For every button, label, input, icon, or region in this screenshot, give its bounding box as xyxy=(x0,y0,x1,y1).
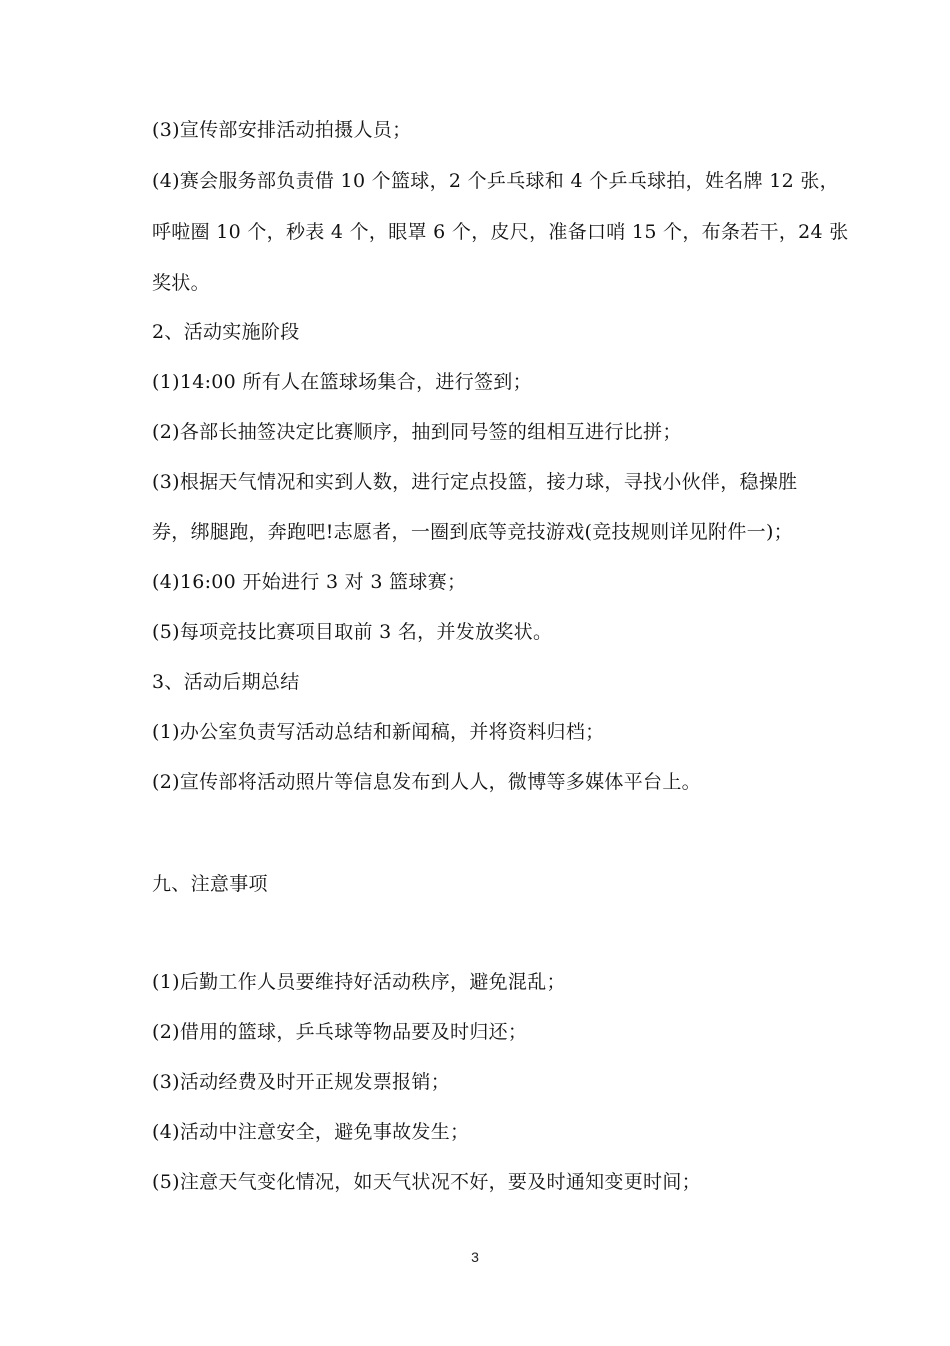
implementation-heading: 2、活动实施阶段 xyxy=(152,321,300,343)
notes-item-1: (1)后勤工作人员要维持好活动秩序，避免混乱； xyxy=(152,971,566,993)
page-number: 3 xyxy=(471,1249,479,1265)
summary-item-1: (1)办公室负责写活动总结和新闻稿，并将资料归档； xyxy=(152,721,605,743)
prep-item-3: (3)宣传部安排活动拍摄人员； xyxy=(152,119,412,141)
notes-item-4: (4)活动中注意安全，避免事故发生； xyxy=(152,1121,470,1143)
summary-item-2: (2)宣传部将活动照片等信息发布到人人，微博等多媒体平台上。 xyxy=(152,771,701,793)
implementation-item-1: (1)14:00 所有人在篮球场集合，进行签到； xyxy=(152,371,532,393)
implementation-item-2: (2)各部长抽签决定比赛顺序，抽到同号签的组相互进行比拼； xyxy=(152,421,682,443)
notes-item-3: (3)活动经费及时开正规发票报销； xyxy=(152,1071,451,1093)
notes-item-5: (5)注意天气变化情况，如天气状况不好，要及时通知变更时间； xyxy=(152,1171,701,1193)
notes-heading: 九、注意事项 xyxy=(152,873,268,895)
prep-item-4-line-2: 呼啦圈 10 个，秒表 4 个，眼罩 6 个，皮尺，准备口哨 15 个，布条若干，24 张 xyxy=(152,221,849,243)
implementation-item-5: (5)每项竞技比赛项目取前 3 名，并发放奖状。 xyxy=(152,621,553,643)
notes-item-2: (2)借用的篮球，乒乓球等物品要及时归还； xyxy=(152,1021,528,1043)
summary-heading: 3、活动后期总结 xyxy=(152,671,300,693)
prep-item-4-line-3: 奖状。 xyxy=(152,272,210,294)
implementation-item-4: (4)16:00 开始进行 3 对 3 篮球赛； xyxy=(152,571,467,593)
implementation-item-3-line-1: (3)根据天气情况和实到人数，进行定点投篮，接力球，寻找小伙伴，稳操胜 xyxy=(152,471,798,493)
prep-item-4-line-1: (4)赛会服务部负责借 10 个篮球，2 个乒乓球和 4 个乒乓球拍，姓名牌 12 张， xyxy=(152,170,839,192)
implementation-item-3-line-2: 券，绑腿跑，奔跑吧!志愿者，一圈到底等竞技游戏(竞技规则详见附件一)； xyxy=(152,521,793,543)
